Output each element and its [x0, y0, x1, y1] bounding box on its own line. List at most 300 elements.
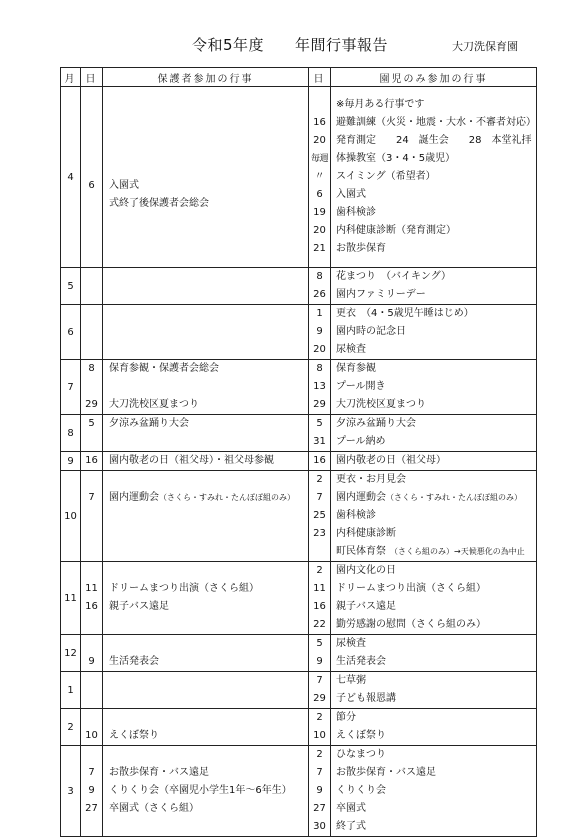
child-event-text: 避難訓練（火災・地震・大水・不審者対応） [336, 117, 536, 128]
child-day-text: 7 [316, 492, 323, 503]
child-event-cell [331, 562, 537, 635]
child-event-line [331, 305, 536, 323]
parent-event-text: えくぼ祭り [109, 730, 159, 741]
child-event-line [331, 543, 536, 561]
child-day-text: 25 [313, 510, 326, 521]
child-day-cell [309, 471, 331, 562]
child-event-line [331, 764, 536, 782]
child-event-line [331, 222, 536, 240]
parent-day-line [81, 709, 102, 727]
parent-day-cell [81, 268, 103, 305]
child-event-cell [331, 672, 537, 709]
child-day-text: 20 [313, 135, 326, 146]
child-day-text: 31 [313, 436, 326, 447]
month-cell: 4 [61, 87, 81, 268]
child-day-text: 8 [316, 363, 323, 374]
child-event-line [331, 672, 536, 690]
child-day-text: 11 [313, 583, 326, 594]
child-day-cell [309, 746, 331, 837]
child-event-line [331, 562, 536, 580]
child-event-line [331, 580, 536, 598]
parent-day-line [81, 249, 102, 267]
table-body [61, 87, 537, 837]
child-event-text: 保育参観 [336, 363, 376, 374]
parent-event-line [103, 653, 308, 671]
page-title: 令和5年度 年間行事報告 [191, 36, 389, 54]
child-day-text: 30 [313, 821, 326, 832]
child-day-cell [309, 452, 331, 471]
parent-day-cell [81, 635, 103, 672]
child-day-cell [309, 305, 331, 360]
child-day-text: 1 [316, 308, 323, 319]
parent-event-note: （さくら・すみれ・たんぽぽ組のみ） [159, 493, 295, 502]
child-event-line [331, 396, 536, 414]
parent-day-line [81, 635, 102, 653]
child-event-text: 内科健康診断（発育測定） [336, 225, 456, 236]
month-cell: 10 [61, 471, 81, 562]
table-row [61, 562, 537, 635]
child-day-line [309, 132, 330, 150]
child-event-text: お散歩保育 [336, 243, 386, 254]
child-event-line [331, 489, 536, 507]
parent-event-line [103, 452, 308, 470]
child-day-line [309, 489, 330, 507]
child-day-line [309, 268, 330, 286]
parent-day-line [81, 471, 102, 489]
parent-day-line [81, 195, 102, 213]
child-day-line [309, 323, 330, 341]
parent-day-text: 8 [88, 363, 95, 374]
child-day-cell [309, 360, 331, 415]
child-day-line [309, 114, 330, 132]
table-row [61, 471, 537, 562]
parent-event-line [103, 396, 308, 414]
child-day-line [309, 543, 330, 561]
child-event-line [331, 525, 536, 543]
child-event-cell [331, 452, 537, 471]
child-day-cell [309, 635, 331, 672]
parent-day-text: 5 [88, 418, 95, 429]
month-cell: 8 [61, 415, 81, 452]
month-cell: 9 [61, 452, 81, 471]
child-day-line [309, 782, 330, 800]
parent-day-text: 9 [88, 785, 95, 796]
parent-event-line [103, 727, 308, 745]
parent-day-cell [81, 360, 103, 415]
parent-day-line [81, 87, 102, 105]
child-event-line [331, 709, 536, 727]
child-day-text: 20 [313, 225, 326, 236]
parent-day-line [81, 159, 102, 177]
parent-event-text: ドリームまつり出演（さくら組） [109, 583, 259, 594]
child-event-cell [331, 635, 537, 672]
parent-day-text: 7 [88, 492, 95, 503]
parent-event-line [103, 800, 308, 818]
school-name: 大刀洗保育園 [452, 40, 518, 53]
child-day-line [309, 168, 330, 186]
parent-day-line [81, 616, 102, 634]
child-day-line [309, 580, 330, 598]
header-child-day: 日 [309, 68, 331, 87]
parent-event-line [103, 616, 308, 634]
parent-event-cell [103, 452, 309, 471]
table-row [61, 709, 537, 746]
parent-event-text: くりくり会（卒園児小学生1年～6年生） [109, 785, 292, 796]
parent-event-line [103, 746, 308, 764]
child-day-line [309, 96, 330, 114]
parent-event-text: 大刀洗校区夏まつり [109, 399, 199, 410]
parent-day-line [81, 396, 102, 414]
parent-day-cell [81, 672, 103, 709]
child-event-text: くりくり会 [336, 785, 386, 796]
child-event-cell [331, 87, 537, 268]
parent-event-line [103, 818, 308, 836]
child-day-text: 7 [316, 767, 323, 778]
parent-event-line [103, 213, 308, 231]
parent-event-line [103, 378, 308, 396]
child-day-line [309, 396, 330, 414]
parent-event-cell [103, 87, 309, 268]
child-day-line [309, 653, 330, 671]
parent-day-cell [81, 452, 103, 471]
child-event-text: 内科健康診断 [336, 528, 396, 539]
child-day-line [309, 341, 330, 359]
month-cell: 7 [61, 360, 81, 415]
table-row [61, 268, 537, 305]
child-event-line [331, 690, 536, 708]
parent-day-line [81, 452, 102, 470]
parent-day-text: 16 [85, 601, 98, 612]
child-event-line [331, 186, 536, 204]
parent-day-line [81, 764, 102, 782]
header-child-events: 園児のみ参加の行事 [331, 68, 537, 87]
parent-day-line [81, 562, 102, 580]
month-cell: 5 [61, 268, 81, 305]
parent-day-cell [81, 471, 103, 562]
parent-event-line [103, 195, 308, 213]
child-event-text: 園内時の記念日 [336, 326, 406, 337]
child-day-text: 13 [313, 381, 326, 392]
child-event-text: 発育測定 24 誕生会 28 本堂礼拝 [336, 135, 532, 146]
child-event-text: 卒園式 [336, 803, 366, 814]
child-event-line [331, 635, 536, 653]
parent-day-line [81, 177, 102, 195]
child-day-text: 10 [313, 730, 326, 741]
parent-day-line [81, 231, 102, 249]
parent-day-text: 27 [85, 803, 98, 814]
child-event-line [331, 96, 536, 114]
child-day-text: 29 [313, 693, 326, 704]
parent-event-line [103, 525, 308, 543]
child-day-line [309, 635, 330, 653]
child-event-text: 尿検査 [336, 638, 366, 649]
parent-event-line [103, 782, 308, 800]
month-cell: 12 [61, 635, 81, 672]
child-event-line [331, 286, 536, 304]
child-event-text: お散歩保育・バス遠足 [336, 767, 436, 778]
child-day-text: 9 [316, 326, 323, 337]
parent-event-cell [103, 471, 309, 562]
parent-day-text: 11 [85, 583, 98, 594]
child-day-line [309, 818, 330, 836]
child-event-text: スイミング（希望者） [336, 171, 436, 182]
table-row [61, 746, 537, 837]
parent-event-cell [103, 360, 309, 415]
parent-event-cell [103, 562, 309, 635]
child-event-text: 花まつり （バイキング） [336, 271, 451, 282]
child-event-line [331, 415, 536, 433]
parent-event-line [103, 471, 308, 489]
parent-event-line [103, 580, 308, 598]
child-event-cell [331, 746, 537, 837]
table-row [61, 452, 537, 471]
child-day-text: 〃 [314, 171, 325, 182]
parent-event-line [103, 159, 308, 177]
child-day-line [309, 186, 330, 204]
parent-event-line [103, 507, 308, 525]
parent-day-cell [81, 87, 103, 268]
table-header-row [61, 68, 537, 87]
child-day-text: 5 [316, 418, 323, 429]
child-day-cell [309, 672, 331, 709]
child-event-line [331, 132, 536, 150]
child-event-line [331, 341, 536, 359]
child-day-cell [309, 87, 331, 268]
child-event-text: 歯科検診 [336, 510, 376, 521]
header-day: 日 [81, 68, 103, 87]
parent-day-cell [81, 415, 103, 452]
child-day-cell [309, 415, 331, 452]
child-day-line [309, 360, 330, 378]
parent-day-cell [81, 562, 103, 635]
parent-event-line [103, 598, 308, 616]
parent-day-line [81, 141, 102, 159]
parent-day-line [81, 378, 102, 396]
child-day-line [309, 800, 330, 818]
child-day-line [309, 305, 330, 323]
parent-day-line [81, 746, 102, 764]
child-day-cell [309, 268, 331, 305]
parent-event-line [103, 635, 308, 653]
parent-event-line [103, 764, 308, 782]
child-event-text: 七草粥 [336, 675, 366, 686]
child-day-line [309, 286, 330, 304]
child-event-cell [331, 415, 537, 452]
child-event-text: 園内敬老の日（祖父母） [336, 455, 446, 466]
child-event-text: 歯科検診 [336, 207, 376, 218]
child-event-line [331, 378, 536, 396]
child-day-text: 27 [313, 803, 326, 814]
child-event-line [331, 452, 536, 470]
parent-day-line [81, 525, 102, 543]
parent-event-text: 園内運動会 [109, 492, 159, 503]
header-month: 月 [61, 68, 81, 87]
child-day-line [309, 672, 330, 690]
parent-day-line [81, 415, 102, 433]
parent-day-line [81, 543, 102, 561]
child-event-text: 子ども報恩講 [336, 693, 396, 704]
child-event-text: 更衣・お月見会 [336, 474, 406, 485]
child-event-cell [331, 471, 537, 562]
child-event-text: 生活発表会 [336, 656, 386, 667]
parent-day-line [81, 727, 102, 745]
child-day-text: 22 [313, 619, 326, 630]
child-event-text: ドリームまつり出演（さくら組） [336, 583, 486, 594]
parent-event-text: 保育参観・保護者会総会 [109, 363, 219, 374]
parent-event-text: お散歩保育・バス遠足 [109, 767, 209, 778]
child-event-note: （さくら・すみれ・たんぽぽ組のみ） [386, 493, 522, 502]
child-day-text: 21 [313, 243, 326, 254]
child-event-text: えくぼ祭り [336, 730, 386, 741]
child-event-line [331, 323, 536, 341]
child-event-text: 更衣 （4・5歳児午睡はじめ） [336, 308, 474, 319]
child-day-line [309, 433, 330, 451]
child-day-text: 5 [316, 638, 323, 649]
parent-event-cell [103, 415, 309, 452]
parent-day-line [81, 598, 102, 616]
parent-day-text: 10 [85, 730, 98, 741]
child-day-line [309, 150, 330, 168]
parent-event-cell [103, 746, 309, 837]
parent-day-line [81, 213, 102, 231]
parent-event-line [103, 141, 308, 159]
child-event-cell [331, 360, 537, 415]
child-day-text: 29 [313, 399, 326, 410]
child-day-text: 16 [313, 455, 326, 466]
parent-event-line [103, 87, 308, 105]
child-event-line [331, 746, 536, 764]
child-event-line [331, 818, 536, 836]
parent-day-line [81, 360, 102, 378]
child-day-line [309, 204, 330, 222]
child-day-text: 23 [313, 528, 326, 539]
parent-event-line [103, 249, 308, 267]
parent-event-cell [103, 635, 309, 672]
parent-event-line [103, 562, 308, 580]
child-day-line [309, 471, 330, 489]
parent-day-line [81, 580, 102, 598]
parent-event-text: 園内敬老の日（祖父母）・祖父母参観 [109, 455, 274, 466]
parent-day-line [81, 507, 102, 525]
parent-day-line [81, 105, 102, 123]
parent-day-text: 29 [85, 399, 98, 410]
parent-event-text: 親子バス遠足 [109, 601, 169, 612]
parent-day-text: 7 [88, 767, 95, 778]
parent-day-line [81, 489, 102, 507]
child-day-text: 6 [316, 189, 323, 200]
table-row [61, 87, 537, 268]
child-event-cell [331, 709, 537, 746]
parent-day-line [81, 123, 102, 141]
child-day-text: 毎週 [310, 154, 328, 164]
child-event-text: ※毎月ある行事です [336, 99, 425, 110]
parent-event-line [103, 177, 308, 195]
child-event-text: 親子バス遠足 [336, 601, 396, 612]
child-event-text: 園内文化の日 [336, 565, 396, 576]
child-event-text: プール納め [336, 436, 386, 447]
child-day-text: 9 [316, 785, 323, 796]
table-row [61, 635, 537, 672]
child-event-text: ひなまつり [336, 749, 386, 760]
parent-event-text: 卒園式（さくら組） [109, 803, 199, 814]
parent-event-cell [103, 268, 309, 305]
parent-day-line [81, 653, 102, 671]
parent-event-text: 式終了後保護者会総会 [109, 198, 209, 209]
child-day-cell [309, 709, 331, 746]
parent-event-cell [103, 672, 309, 709]
month-cell: 6 [61, 305, 81, 360]
parent-event-line [103, 489, 308, 507]
child-event-line [331, 268, 536, 286]
child-day-line [309, 415, 330, 433]
child-event-line [331, 204, 536, 222]
parent-event-cell [103, 709, 309, 746]
child-day-text: 16 [313, 601, 326, 612]
table-row [61, 415, 537, 452]
child-day-text: 7 [316, 675, 323, 686]
child-event-line [331, 360, 536, 378]
child-day-line [309, 222, 330, 240]
child-day-line [309, 525, 330, 543]
child-event-line [331, 433, 536, 451]
child-day-line [309, 452, 330, 470]
parent-day-text: 9 [88, 656, 95, 667]
parent-event-line [103, 105, 308, 123]
child-event-line [331, 653, 536, 671]
child-event-text: 入園式 [336, 189, 366, 200]
parent-event-line [103, 360, 308, 378]
child-day-line [309, 727, 330, 745]
header-parent-events: 保護者参加の行事 [103, 68, 309, 87]
child-event-text: プール開き [336, 381, 386, 392]
child-event-line [331, 168, 536, 186]
child-event-line [331, 114, 536, 132]
child-event-text: 勤労感謝の慰問（さくら組のみ） [336, 619, 486, 630]
child-event-line [331, 507, 536, 525]
month-cell: 2 [61, 709, 81, 746]
child-day-text: 8 [316, 271, 323, 282]
month-cell: 1 [61, 672, 81, 709]
table-row [61, 672, 537, 709]
parent-event-line [103, 543, 308, 561]
child-event-cell [331, 305, 537, 360]
parent-event-line [103, 709, 308, 727]
parent-day-line [81, 433, 102, 451]
month-cell: 3 [61, 746, 81, 837]
table-row [61, 305, 537, 360]
child-event-text: 尿検査 [336, 344, 366, 355]
table-row [61, 360, 537, 415]
parent-event-text: 夕涼み盆踊り大会 [109, 418, 189, 429]
child-event-line [331, 150, 536, 168]
parent-day-line [81, 800, 102, 818]
child-event-text: 体操教室（3・4・5歳児） [336, 153, 456, 164]
child-event-line [331, 598, 536, 616]
child-day-line [309, 764, 330, 782]
child-day-cell [309, 562, 331, 635]
child-day-text: 26 [313, 289, 326, 300]
child-event-note: （さくら組のみ）→天候悪化の為中止 [386, 547, 525, 556]
child-day-text: 2 [316, 712, 323, 723]
parent-event-cell [103, 305, 309, 360]
child-day-line [309, 690, 330, 708]
month-cell: 11 [61, 562, 81, 635]
child-day-line [309, 378, 330, 396]
child-event-text: 町民体育祭 [336, 546, 386, 557]
parent-day-text: 16 [85, 455, 98, 466]
parent-event-line [103, 231, 308, 249]
child-day-line [309, 507, 330, 525]
